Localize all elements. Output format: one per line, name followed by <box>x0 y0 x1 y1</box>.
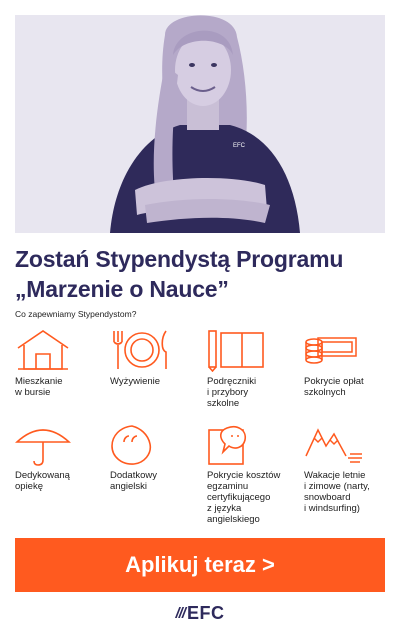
benefit-label: Wyżywienie <box>110 376 161 387</box>
subheading: Co zapewniamy Stypendystom? <box>15 309 137 319</box>
benefit-label: Pokrycie kosztów egzaminu certyfikującego z języka angielskiego <box>207 470 281 525</box>
benefit-books <box>207 328 299 409</box>
benefit-exam <box>207 424 299 525</box>
umbrella-icon <box>15 424 71 466</box>
logo-text: EFC <box>187 602 225 623</box>
benefit-housing <box>15 328 107 398</box>
books-pencil-icon <box>207 328 269 372</box>
headline-line2: „Marzenie o Nauce” <box>15 276 229 302</box>
benefit-care <box>15 424 107 492</box>
quote-bubble-icon <box>110 424 166 466</box>
efc-logo <box>0 598 400 628</box>
benefit-label: Podręczniki i przybory szkolne <box>207 376 257 409</box>
shirt-logo: EFC <box>233 143 245 149</box>
logo-mark: /// <box>175 604 185 622</box>
money-coins-icon <box>304 328 360 372</box>
benefit-label: Pokrycie opłat szkolnych <box>304 376 364 398</box>
benefit-meals <box>110 328 202 387</box>
headline <box>15 244 390 304</box>
plate-cutlery-icon <box>110 328 172 372</box>
certificate-speech-icon <box>207 424 263 466</box>
benefit-label: Mieszkanie w bursie <box>15 376 63 398</box>
benefits-grid <box>15 328 390 528</box>
apply-now-button[interactable]: Aplikuj teraz > <box>15 538 385 592</box>
benefit-vacation <box>304 424 396 514</box>
headline-line1: Zostań Stypendystą Programu <box>15 246 344 272</box>
mountains-sun-icon <box>304 424 364 466</box>
benefit-english <box>110 424 202 492</box>
benefit-label: Wakacje letnie i zimowe (narty, snowboard i windsurfing) <box>304 470 370 514</box>
house-icon <box>15 328 71 372</box>
benefit-label: Dedykowaną opiekę <box>15 470 70 492</box>
benefit-label: Dodatkowy angielski <box>110 470 157 492</box>
benefit-fees <box>304 328 396 398</box>
student-photo <box>15 15 385 233</box>
